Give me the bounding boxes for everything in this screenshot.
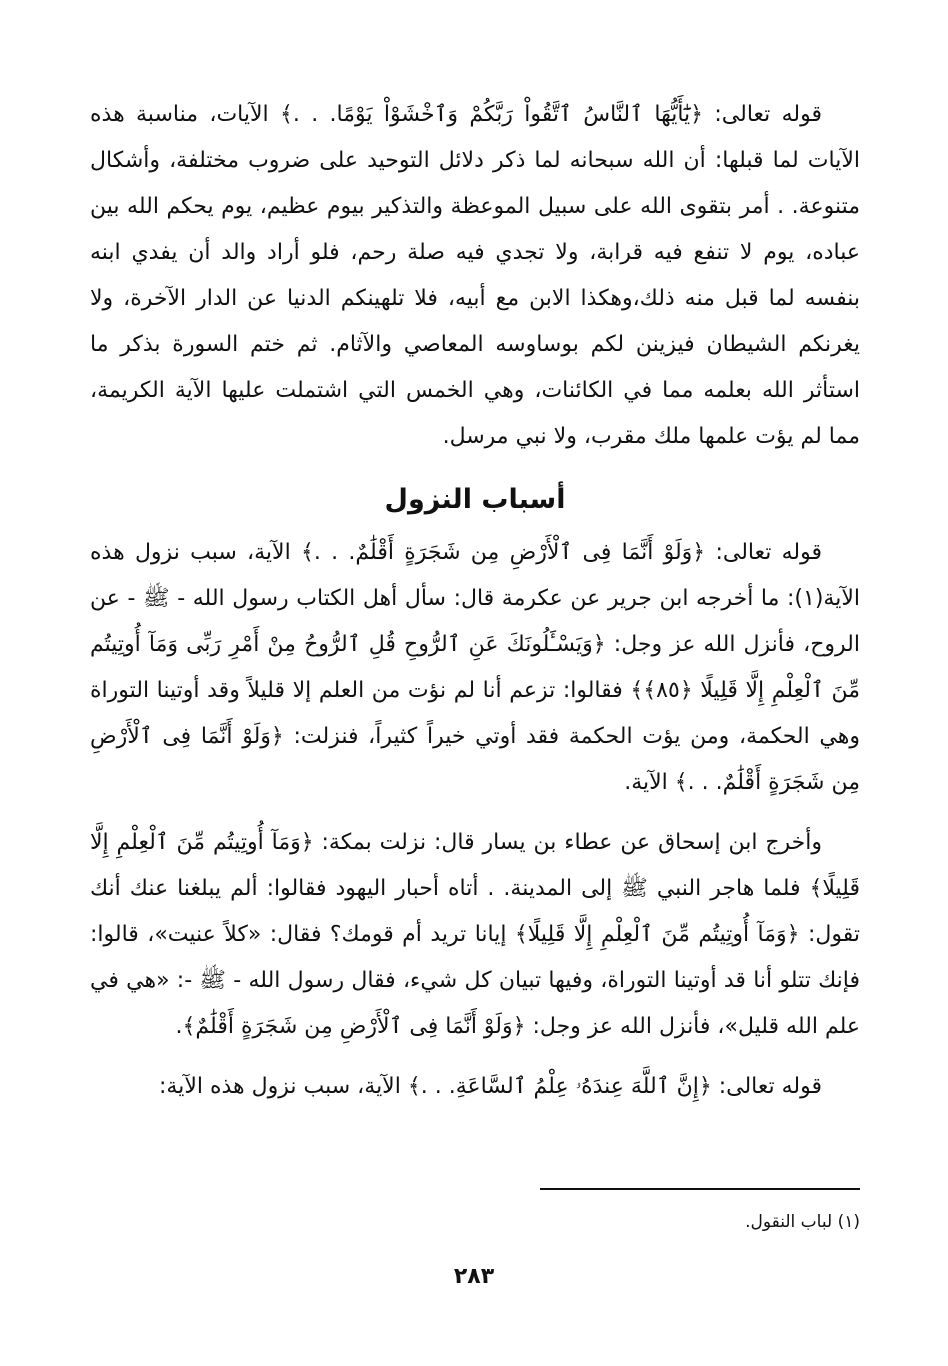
footnote-divider	[540, 1188, 860, 1190]
footnote: (١) لباب النقول.	[745, 1212, 860, 1232]
asbab-paragraph-3: قوله تعالى: ﴿إِنَّ ٱللَّهَ عِندَهُۥ عِلْمُ ٱلسَّاعَةِ. . .﴾ الآية، سبب نزول هذه الآية:	[158, 1074, 822, 1099]
section-heading: أسباب النزول	[384, 484, 566, 515]
page-number: ٢٨٣	[453, 1264, 495, 1289]
asbab-paragraph-2: وأخرج ابن إسحاق عن عطاء بن يسار قال: نزلت بمكة: ﴿وَمَآ أُوتِيتُم مِّنَ ٱلْعِلْمِ إِلَّا قَلِيلًا﴾ فلما هاجر النبي ﷺ إلى المدينة. . أتاه أحبار اليهود فقالوا: ألم يبلغنا عنك أنك تقول: ﴿وَمَآ أُوتِيتُم مِّنَ ٱلْعِلْمِ إِلَّا قَلِيلًا﴾ إيانا تريد أم قومك؟ فقال: «كلاً عنيت»، قالوا: فإنك تتلو أنا قد أوتينا التوراة، وفيها تبيان كل شيء، فقال رسول الله - ﷺ -: «هي في علم الله قليل»، فأنزل الله عز وجل: ﴿وَلَوْ أَنَّمَا فِى ٱلْأَرْضِ مِن شَجَرَةٍ أَقْلَٰمٌ﴾.	[90, 830, 860, 1039]
intro-paragraph: قوله تعالى: ﴿يَٰٓأَيُّهَا ٱلنَّاسُ ٱتَّقُواْ رَبَّكُمْ وَٱخْشَوْاْ يَوْمًا. . .﴾ الآيات، مناسبة هذه الآيات لما قبلها: أن الله سبحانه لما ذكر دلائل التوحيد على ضروب مختلفة، وأشكال متنوعة. . أمر بتقوى الله على سبيل الموعظة والتذكير بيوم عظيم، يوم يحكم الله بين عباده، يوم لا تنفع فيه قرابة، ولا تجدي فيه صلة رحم، فلو أراد والد أن يفدي ابنه بنفسه لما قبل منه ذلك،وهكذا الابن مع أبيه، فلا تلهينكم الدنيا عن الدار الآخرة، ولا يغرنكم الشيطان فيزينن لكم بوساوسه المعاصي والآثام. ثم ختم السورة بذكر ما استأثر الله بعلمه مما في الكائنات، وهي الخمس التي اشتملت عليها الآية الكريمة، مما لم يؤت علمها ملك مقرب، ولا نبي مرسل.	[90, 102, 860, 449]
page-body	[90, 92, 860, 1124]
asbab-paragraph-1: قوله تعالى: ﴿وَلَوْ أَنَّمَا فِى ٱلْأَرْضِ مِن شَجَرَةٍ أَقْلَٰمٌ. . .﴾ الآية، سبب نزول هذه الآية(١): ما أخرجه ابن جرير عن عكرمة قال: سأل أهل الكتاب رسول الله - ﷺ - عن الروح، فأنزل الله عز وجل: ﴿وَيَسْـَٔلُونَكَ عَنِ ٱلرُّوحِ قُلِ ٱلرُّوحُ مِنْ أَمْرِ رَبِّى وَمَآ أُوتِيتُم مِّنَ ٱلْعِلْمِ إِلَّا قَلِيلًا ﴿٨٥﴾﴾ فقالوا: تزعم أنا لم نؤت من العلم إلا قليلاً وقد أوتينا التوراة وهي الحكمة، ومن يؤت الحكمة فقد أوتي خيراً كثيراً، فنزلت: ﴿وَلَوْ أَنَّمَا فِى ٱلْأَرْضِ مِن شَجَرَةٍ أَقْلَٰمٌ. . .﴾ الآية.	[90, 540, 860, 795]
